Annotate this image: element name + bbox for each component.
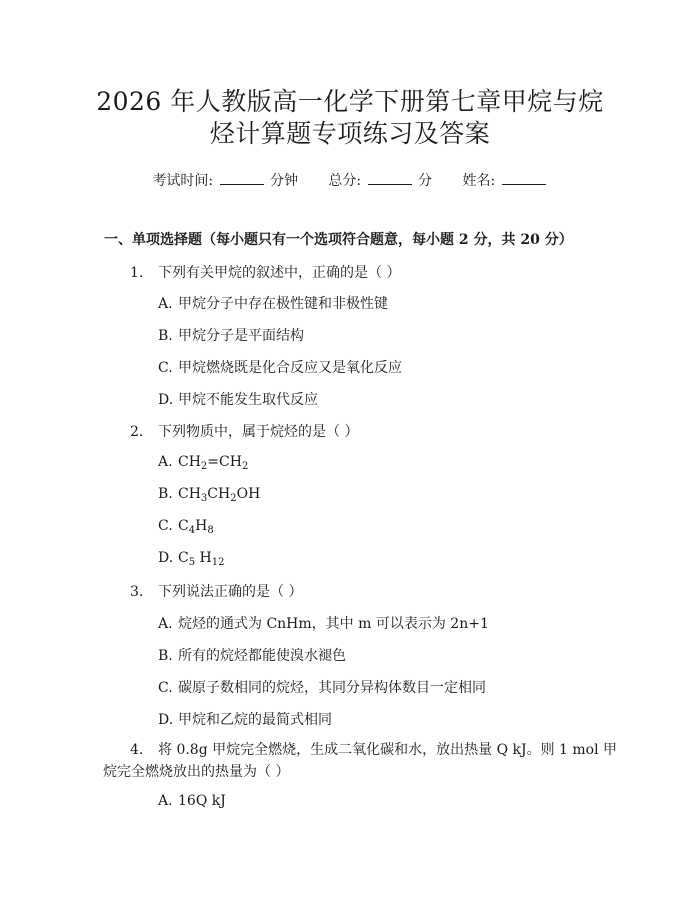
option-4a: [158, 793, 226, 809]
formula-subscript: 4: [188, 525, 196, 536]
formula-part: CH: [178, 454, 201, 470]
option-2d: [158, 550, 225, 566]
option-label: B.: [158, 328, 173, 344]
option-label: D.: [158, 550, 174, 566]
option-text: 甲烷和乙烷的最简式相同: [178, 712, 332, 728]
option-text: 烷烃的通式为 CnHm，其中 m 可以表示为 2n+1: [178, 616, 489, 632]
time-unit: 分钟: [269, 173, 298, 189]
formula-part: =CH: [207, 454, 242, 470]
formula-subscript: 3: [200, 493, 208, 504]
question-text: 将 0.8g 甲烷完全燃烧，生成二氧化碳和水，放出热量 Q kJ。则 1 mol 甲: [158, 742, 618, 758]
question-text: 下列有关甲烷的叙述中，正确的是（ ）: [158, 265, 401, 281]
score-blank: [368, 172, 412, 185]
name-field: [462, 173, 547, 189]
option-1c: [158, 357, 402, 377]
option-text: 甲烷燃烧既是化合反应又是氧化反应: [178, 360, 402, 376]
option-2c: [158, 518, 214, 534]
name-blank: [502, 172, 546, 185]
option-text: 所有的烷烃都能使溴水褪色: [178, 648, 346, 664]
score-label: 总分:: [328, 173, 362, 189]
option-text: 16Q kJ: [178, 793, 226, 809]
option-3c: [158, 677, 486, 697]
option-label: D.: [158, 712, 174, 728]
option-label: B.: [158, 486, 173, 502]
page-title-line1: 2026 年人教版高一化学下册第七章甲烷与烷: [96, 87, 604, 116]
question-2: [130, 421, 358, 441]
question-number: 3.: [130, 584, 144, 600]
question-3: [130, 581, 302, 601]
formula-part: H: [195, 550, 212, 566]
formula-part: OH: [236, 486, 261, 502]
formula-part: CH: [178, 486, 201, 502]
option-text: 甲烷分子中存在极性键和非极性键: [178, 296, 388, 312]
score-unit: 分: [418, 173, 433, 189]
option-text: 碳原子数相同的烷烃，其同分异构体数目一定相同: [178, 680, 486, 696]
option-label: A.: [158, 793, 173, 809]
time-label: 考试时间:: [152, 173, 214, 189]
score-field: [328, 173, 436, 189]
option-3b: [158, 645, 346, 665]
option-label: D.: [158, 392, 174, 408]
option-label: A.: [158, 616, 173, 632]
option-label: C.: [158, 518, 173, 534]
option-2a: [158, 454, 248, 470]
option-text: 甲烷分子是平面结构: [178, 328, 304, 344]
option-2b: [158, 486, 260, 502]
option-1a: [158, 293, 388, 313]
formula-subscript: 12: [211, 557, 225, 568]
formula-part: C: [178, 518, 189, 534]
option-label: C.: [158, 360, 173, 376]
option-text: 甲烷不能发生取代反应: [178, 392, 318, 408]
formula-subscript: 5: [188, 557, 196, 568]
formula-subscript: 2: [200, 461, 208, 472]
option-label: C.: [158, 680, 173, 696]
formula-subscript: 8: [207, 525, 214, 536]
option-label: A.: [158, 296, 173, 312]
option-label: B.: [158, 648, 173, 664]
question-4-line2: 烷完全燃烧放出的热量为（ ）: [103, 764, 290, 780]
formula-subscript: 2: [230, 493, 237, 504]
formula-subscript: 2: [241, 461, 249, 472]
question-text: 下列说法正确的是（ ）: [158, 584, 303, 600]
option-3d: [158, 709, 332, 729]
question-number: 2.: [130, 424, 144, 440]
formula-part: H: [195, 518, 208, 534]
name-label: 姓名:: [462, 173, 496, 189]
question-4-line1: [130, 739, 617, 759]
question-number: 4.: [130, 742, 144, 758]
section-heading: 一、单项选择题（每小题只有一个选项符合题意，每小题 2 分，共 20 分）: [104, 232, 573, 248]
question-text: 下列物质中，属于烷烃的是（ ）: [158, 424, 359, 440]
option-label: A.: [158, 454, 173, 470]
formula-part: C: [178, 550, 189, 566]
time-field: [152, 173, 302, 189]
option-1b: [158, 325, 304, 345]
option-1d: [158, 389, 318, 409]
question-1: [130, 262, 400, 282]
time-blank: [220, 172, 264, 185]
page-title-line2: 烃计算题专项练习及答案: [209, 119, 491, 148]
exam-meta: [0, 170, 700, 190]
question-number: 1.: [130, 265, 144, 281]
formula-part: CH: [207, 486, 231, 502]
option-3a: [158, 613, 489, 633]
